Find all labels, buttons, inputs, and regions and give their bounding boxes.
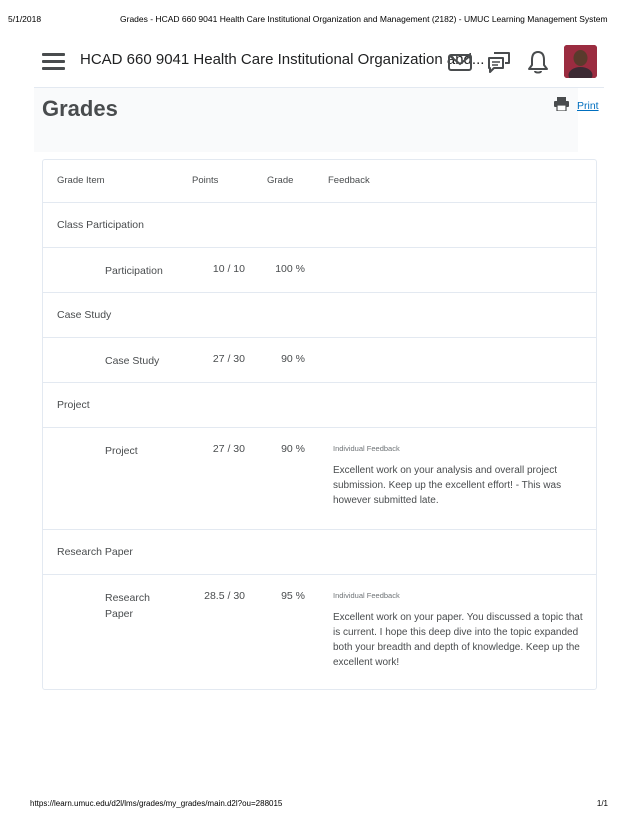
print-page-number: 1/1 (596, 799, 608, 808)
mail-icon[interactable] (446, 48, 474, 76)
header-grade[interactable]: Grade (267, 175, 294, 186)
print-url: https://learn.umuc.edu/d2l/lms/grades/my_grades/main.d2l?ou=288015 (30, 799, 283, 808)
print-link[interactable] (554, 98, 599, 114)
grade-item-feedback (333, 443, 583, 508)
grade-item-name: Participation (105, 265, 163, 277)
grade-item-grade: 100 % (275, 263, 305, 275)
menu-icon[interactable] (42, 53, 65, 70)
table-header-row (43, 160, 596, 203)
print-header (8, 14, 630, 26)
grade-item-feedback (333, 590, 583, 670)
print-footer (30, 799, 608, 811)
grade-item-grade: 90 % (281, 443, 305, 455)
grade-item-row (43, 338, 596, 383)
grade-item-row (43, 428, 596, 530)
print-link-label[interactable]: Print (577, 100, 599, 112)
printer-icon[interactable] (554, 97, 569, 116)
grade-item-grade: 95 % (281, 590, 305, 602)
grade-item-name: Case Study (105, 355, 160, 367)
category-name: Project (57, 399, 90, 411)
grade-item-row (43, 575, 596, 689)
grade-item-name: Project (105, 445, 138, 457)
category-name: Case Study (57, 309, 112, 321)
print-document-title: Grades - HCAD 660 9041 Health Care Institutional Organization and Management (2182) - UMUC Learning Management System (120, 14, 608, 24)
feedback-text: Excellent work on your paper. You discussed a topic that is current. I hope this deep dive into the topic expanded both your breadth and depth of knowledge. Keep up the excellent work! (333, 612, 583, 668)
page-title: Grades (42, 96, 118, 121)
category-row (43, 383, 596, 428)
category-row (43, 293, 596, 338)
category-name: Research Paper (57, 546, 133, 558)
header-feedback: Feedback (328, 175, 370, 186)
grade-item-points: 27 / 30 (212, 443, 245, 455)
course-title[interactable]: HCAD 660 9041 Health Care Institutional Organization and... (80, 51, 485, 68)
chat-icon[interactable] (485, 48, 513, 76)
feedback-text: Excellent work on your analysis and overall project submission. Keep up the excellent effort! - This was however submitted late. (333, 465, 562, 506)
print-date: 5/1/2018 (8, 14, 42, 24)
navbar (34, 36, 604, 88)
header-points[interactable]: Points (192, 175, 219, 186)
grade-item-name: Research Paper (105, 592, 150, 620)
title-band (34, 88, 578, 152)
avatar[interactable] (564, 45, 597, 78)
grade-item-points: 28.5 / 30 (204, 590, 245, 602)
feedback-label: Individual Feedback (333, 591, 400, 600)
grades-table (42, 159, 597, 690)
category-row (43, 530, 596, 575)
feedback-label: Individual Feedback (333, 444, 400, 453)
category-name: Class Participation (57, 219, 144, 231)
header-grade-item[interactable]: Grade Item (57, 175, 105, 186)
grade-item-points: 27 / 30 (212, 353, 245, 365)
grade-item-grade: 90 % (281, 353, 305, 365)
grade-item-row (43, 248, 596, 293)
grade-item-points: 10 / 10 (212, 263, 245, 275)
bell-icon[interactable] (524, 48, 552, 76)
category-row (43, 203, 596, 248)
